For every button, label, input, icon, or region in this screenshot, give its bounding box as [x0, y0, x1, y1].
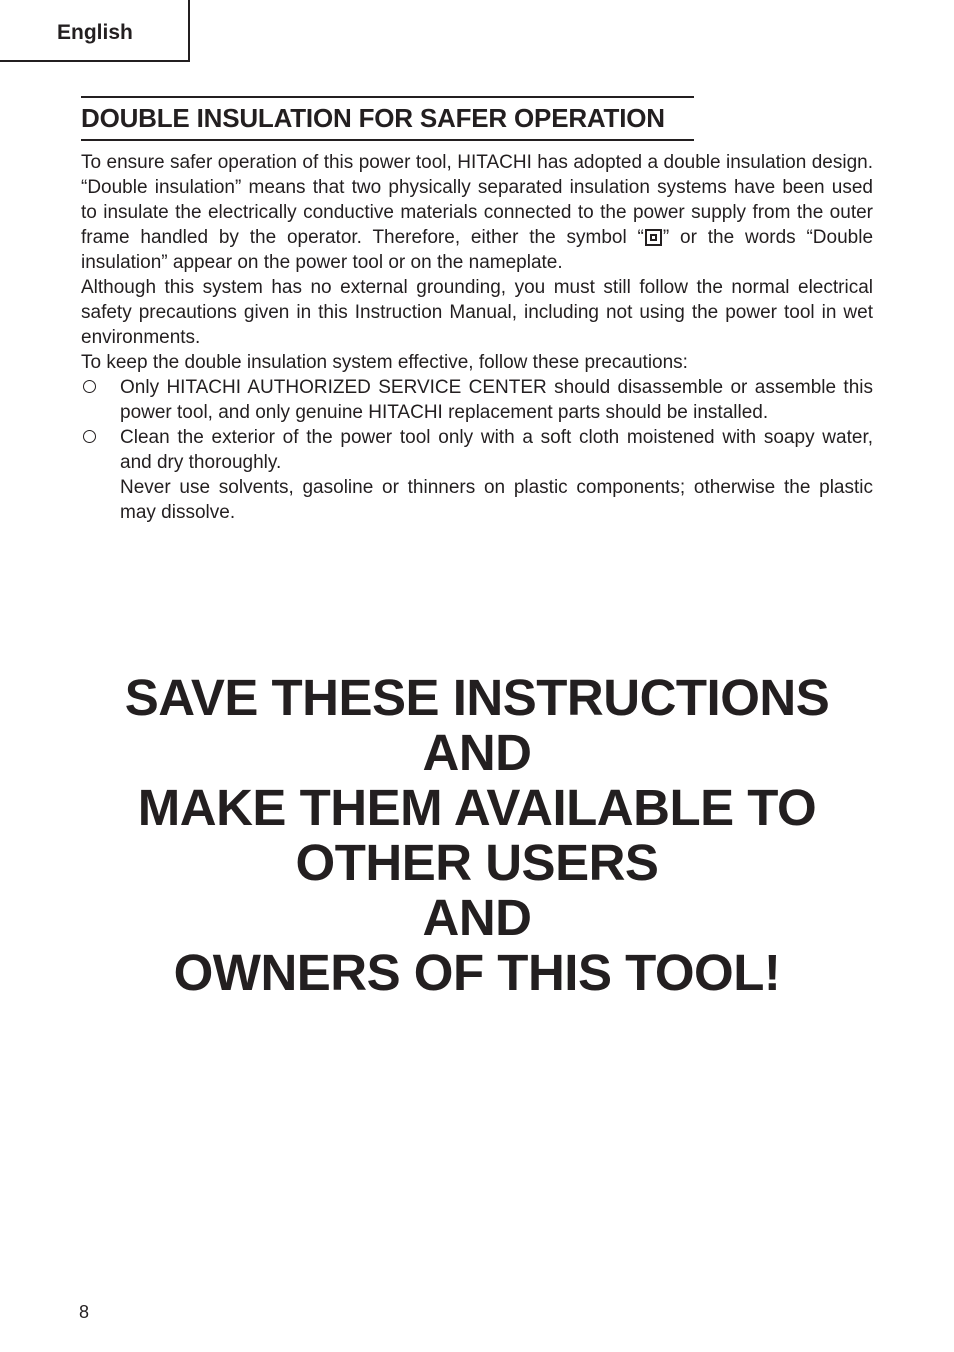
notice-line: AND — [422, 724, 532, 781]
bullet-text: Only HITACHI AUTHORIZED SERVICE CENTER should disassemble or assemble this power tool, and only genuine HITACHI replacement parts should be installed. — [120, 377, 873, 423]
bullet-text: Clean the exterior of the power tool only with a soft cloth moistened with soapy water, and dry thoroughly. — [120, 427, 873, 473]
list-item — [81, 375, 873, 425]
intro-text-end: ” or the words “Double insulation” appear on the power tool or on the nameplate. — [81, 227, 874, 273]
double-insulation-symbol-icon — [645, 229, 662, 246]
save-instructions-notice — [0, 670, 954, 1000]
language-label: English — [57, 21, 133, 44]
grounding-paragraph: Although this system has no external grounding, you must still follow the normal electrical safety precautions given in this Instruction Manual, including not using the power tool in wet environments. — [81, 277, 873, 348]
precautions-intro: To keep the double insulation system effective, follow these precautions: — [81, 352, 688, 373]
notice-line: SAVE THESE INSTRUCTIONS — [124, 669, 830, 726]
intro-text-start: To ensure safer operation of this power tool, HITACHI has adopted a double insulation design. “Double insulation” means that two physically separated insulation systems have been used to insulate the electrically conductive materials connected to the power supply from the outer frame handled by the operator. Therefore, either the symbol “ — [81, 152, 873, 248]
page-number: 8 — [79, 1302, 90, 1322]
notice-line: OWNERS OF THIS TOOL! — [173, 944, 781, 1001]
intro-paragraph — [81, 150, 873, 275]
notice-line: AND — [422, 889, 532, 946]
language-tab — [0, 0, 190, 62]
bullet-extra-text: Never use solvents, gasoline or thinners on plastic components; otherwise the plastic may dissolve. — [120, 477, 873, 523]
notice-line: MAKE THEM AVAILABLE TO — [137, 779, 817, 836]
list-item — [81, 425, 873, 525]
section-heading: DOUBLE INSULATION FOR SAFER OPERATION — [81, 96, 694, 141]
circle-bullet-icon — [83, 380, 96, 393]
section-body — [81, 150, 873, 525]
circle-bullet-icon — [83, 430, 96, 443]
notice-line: OTHER USERS — [295, 834, 659, 891]
